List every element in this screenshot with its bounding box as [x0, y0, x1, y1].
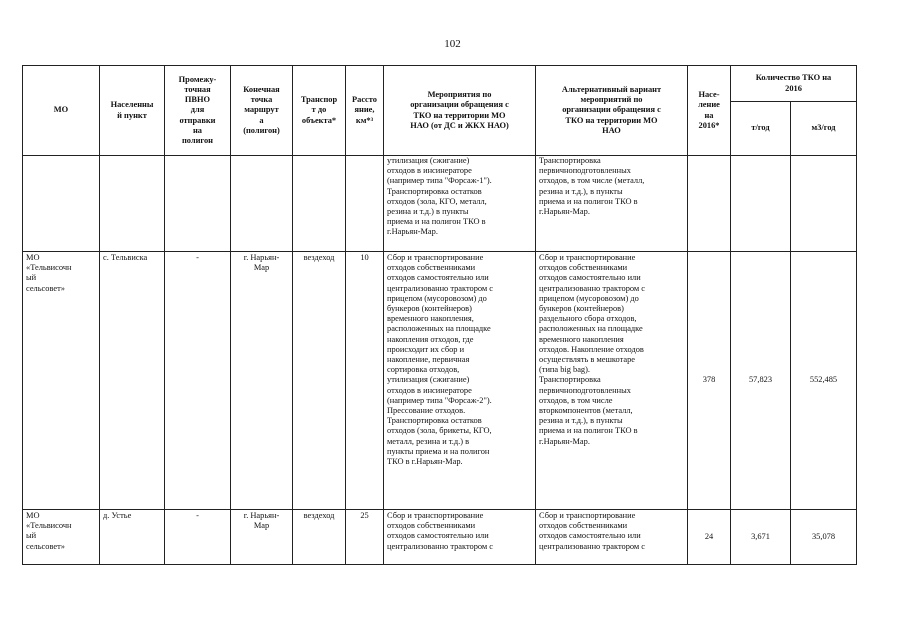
row-intermediate: - [165, 510, 231, 565]
header-transport: Транспор т до объекта* [293, 66, 346, 156]
row-mo: МО «Тельвисочн ый сельсовет» [23, 252, 100, 510]
row-measures: Сбор и транспортирование отходов собственниками отходов самостоятельно или централизованно трактором с [384, 510, 536, 565]
row-m3: 35,078 [791, 510, 857, 565]
row-settlement [100, 156, 165, 252]
row-transport [293, 156, 346, 252]
row-alternative: Транспортировка первичноподготовленных отходов, в том числе (металл, резина и т.д.), в пункты приема и на полигон ТКО в г.Нарьян-Мар. [536, 156, 688, 252]
row-tons: 3,671 [731, 510, 791, 565]
header-mo: МО [23, 66, 100, 156]
row-population: 378 [688, 252, 731, 510]
header-population: Насе- ление на 2016* [688, 66, 731, 156]
header-m3: м3/год [791, 102, 857, 156]
table-row [23, 252, 857, 510]
row-alternative: Сбор и транспортирование отходов собственниками отходов самостоятельно или централизованно трактором с [536, 510, 688, 565]
header-alternative: Альтернативный вариант мероприятий по организации обращения с ТКО на территории МО НАО [536, 66, 688, 156]
row-distance: 10 [346, 252, 384, 510]
row-intermediate: - [165, 252, 231, 510]
header-intermediate-point: Промежу- точная ПВНО для отправки на полигон [165, 66, 231, 156]
row-measures: Сбор и транспортирование отходов собственниками отходов самостоятельно или централизованно трактором с прицепом (мусоровозом) до бункеров (контейнеров) временного накопления, расположенных на площадке накопления отходов, где происходит их сбор и накопление, первичная сортировка отходов, утилизация (сжигание) отходов в инсинераторе (например типа "Форсаж-2"). Прессование отходов. Транспортировка остатков отходов (зола, брикеты, КГО, металл, резина и т.д.) в пункты приема и на полигон ТКО в г.Нарьян-Мар. [384, 252, 536, 510]
row-mo: МО «Тельвисочн ый сельсовет» [23, 510, 100, 565]
row-population [688, 156, 731, 252]
row-m3 [791, 156, 857, 252]
row-measures: утилизация (сжигание) отходов в инсинераторе (например типа "Форсаж-1"). Транспортировка остатков отходов (зола, КГО, металл, резина и т.д.) в пункты приема и на полигон ТКО в г.Нарьян-Мар. [384, 156, 536, 252]
row-endpoint: г. Нарьян- Мар [231, 252, 293, 510]
page-number: 102 [444, 38, 461, 50]
row-transport: вездеход [293, 252, 346, 510]
row-alternative: Сбор и транспортирование отходов собственниками отходов самостоятельно или централизованно трактором с прицепом (мусоровозом) до бункеров (контейнеров) раздельного сбора отходов, расположенных на площадке временного накопления отходов. Накопление отходов осуществлять в мешкотаре (типа big bag). Транспортировка первичноподготовленных отходов, в том числе вторкомпонентов (металл, резина и т.д.), в пункты приема и на полигон ТКО в г.Нарьян-Мар. [536, 252, 688, 510]
row-settlement: д. Устье [100, 510, 165, 565]
row-distance [346, 156, 384, 252]
row-intermediate [165, 156, 231, 252]
row-mo [23, 156, 100, 252]
row-population: 24 [688, 510, 731, 565]
row-endpoint: г. Нарьян- Мар [231, 510, 293, 565]
header-measures: Мероприятия по организации обращения с ТКО на территории МО НАО (от ДС и ЖКХ НАО) [384, 66, 536, 156]
row-distance: 25 [346, 510, 384, 565]
table-row [23, 510, 857, 565]
header-quantity-group: Количество ТКО на 2016 [731, 66, 857, 102]
row-endpoint [231, 156, 293, 252]
header-distance: Рассто яние, км*³ [346, 66, 384, 156]
row-transport: вездеход [293, 510, 346, 565]
row-m3: 552,485 [791, 252, 857, 510]
header-tons: т/год [731, 102, 791, 156]
row-settlement: с. Тельвиска [100, 252, 165, 510]
header-settlement: Населенны й пункт [100, 66, 165, 156]
header-endpoint: Конечная точка маршрут а (полигон) [231, 66, 293, 156]
table-row [23, 156, 857, 252]
row-tons: 57,823 [731, 252, 791, 510]
row-tons [731, 156, 791, 252]
tko-table [22, 65, 857, 565]
